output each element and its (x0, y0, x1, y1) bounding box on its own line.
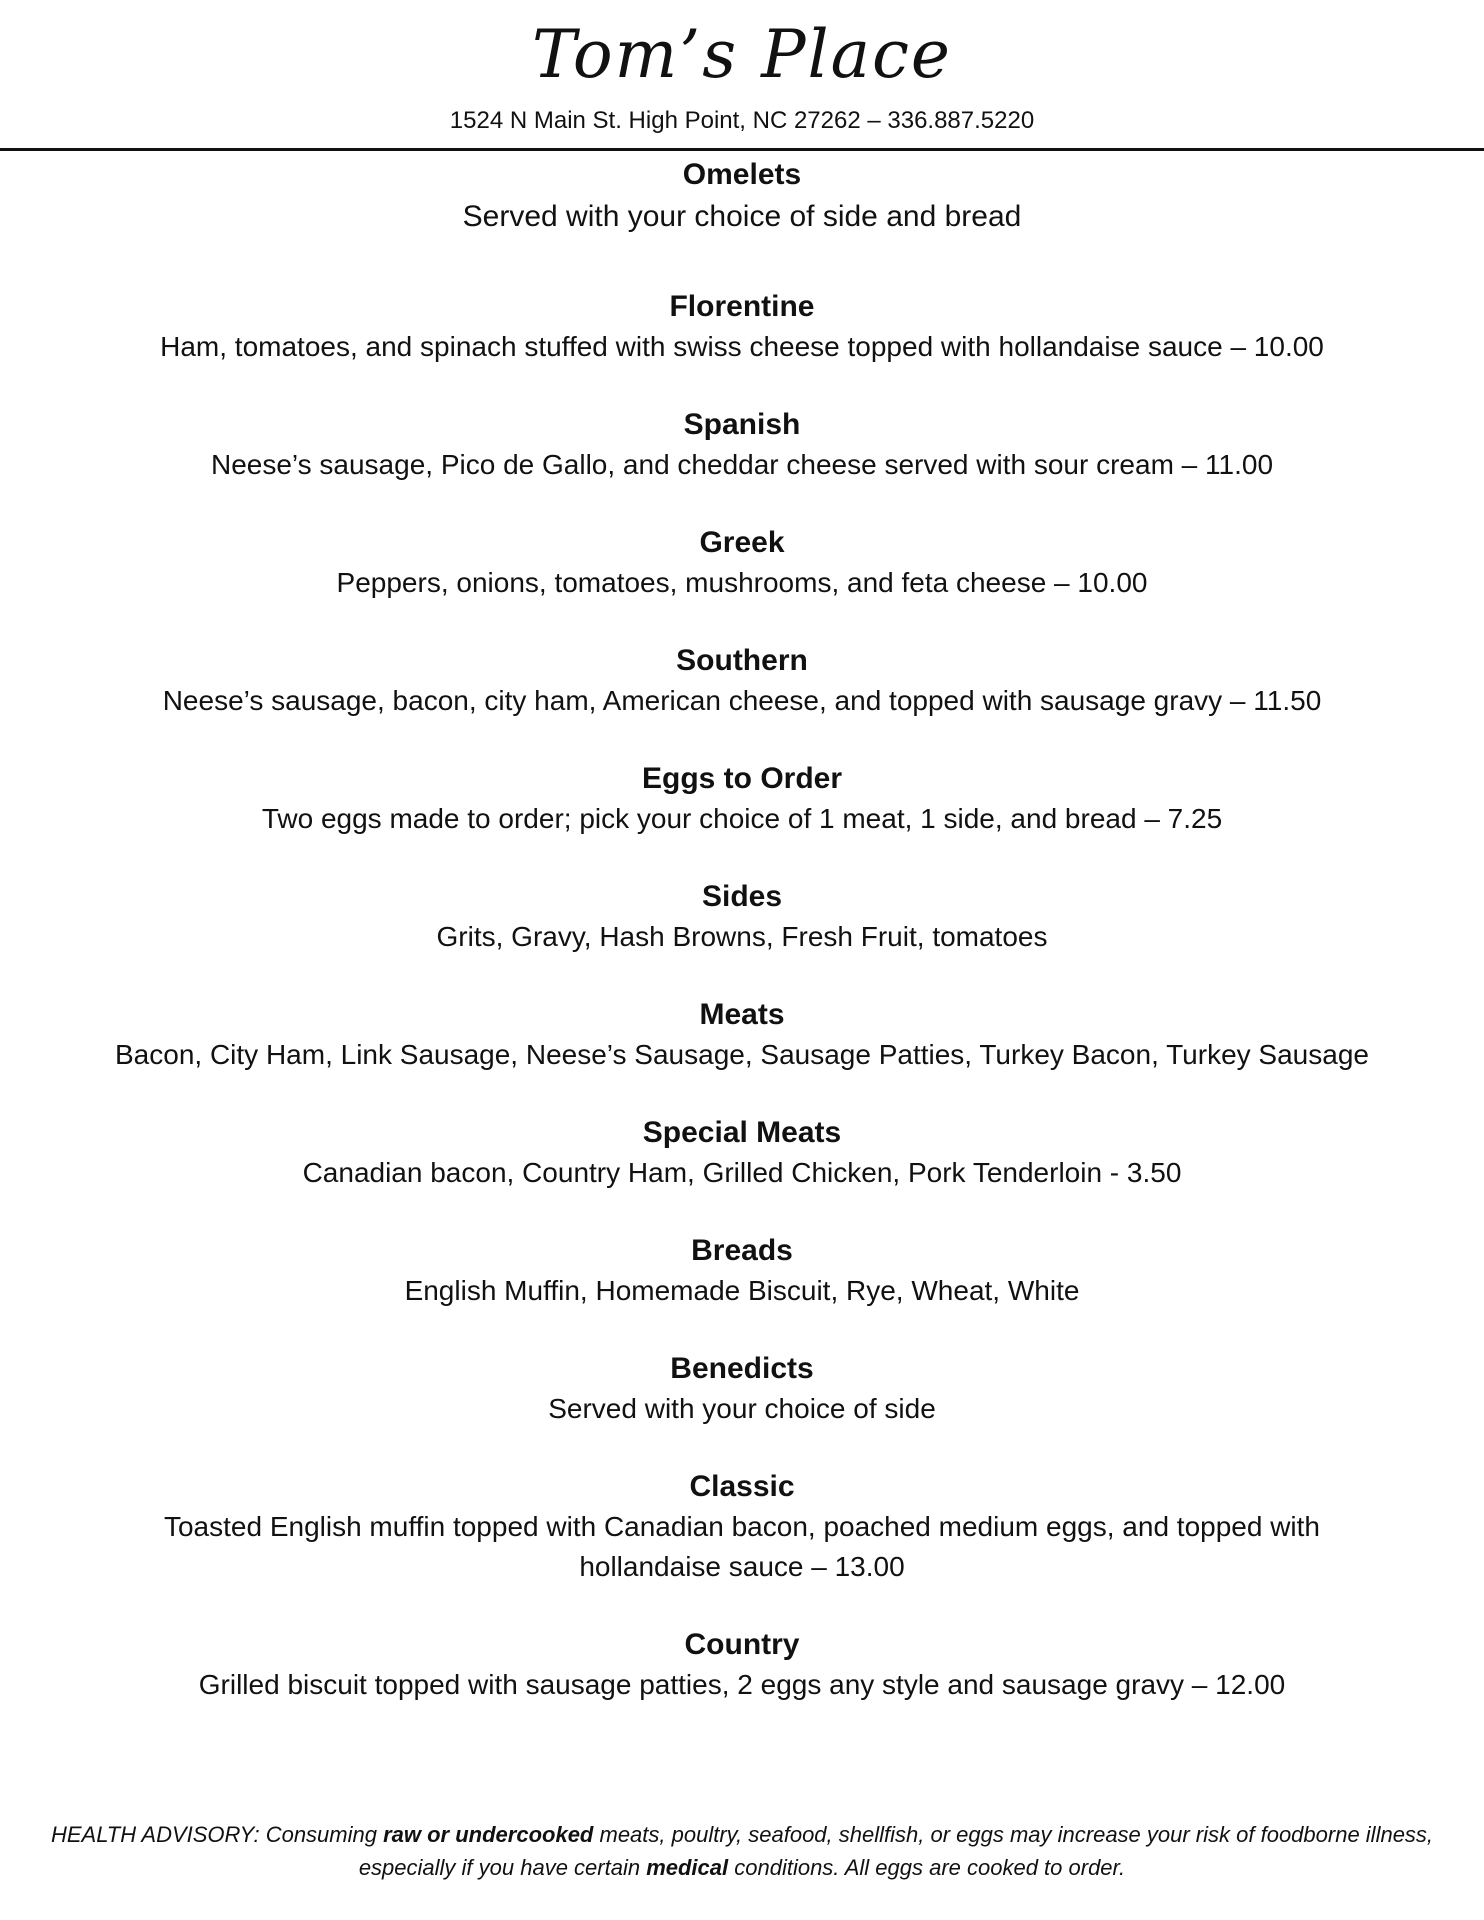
restaurant-address: 1524 N Main St. High Point, NC 27262 – 336.887.5220 (449, 107, 1035, 134)
menu-item-name: Country (684, 1628, 800, 1661)
menu-item (40, 877, 1444, 957)
menu-item-description: Neese’s sausage, bacon, city ham, American cheese, and topped with sausage gravy – 11.50 (162, 685, 1322, 716)
menu-content (0, 157, 1484, 1705)
menu-item-description: Served with your choice of side (548, 1393, 936, 1424)
restaurant-title: Tom’s Place (532, 16, 952, 93)
menu-item-name: Southern (676, 644, 808, 677)
menu-item-name: Meats (699, 998, 785, 1031)
menu-item-name: Greek (699, 526, 785, 559)
menu-item (40, 1467, 1444, 1587)
menu-item-description: Ham, tomatoes, and spinach stuffed with swiss cheese topped with hollandaise sauce – 10.00 (160, 331, 1324, 362)
menu-item (40, 641, 1444, 721)
health-advisory-text: meats, poultry, seafood, shellfish, or eggs may increase your risk of foodborne illness, especially if you have certain (358, 1822, 1434, 1880)
header-divider (0, 148, 1484, 151)
menu-item-description: Peppers, onions, tomatoes, mushrooms, and feta cheese – 10.00 (336, 567, 1148, 598)
menu-item (40, 287, 1444, 367)
menu-header (0, 0, 1484, 136)
health-advisory-text: conditions. All eggs are cooked to order. (728, 1855, 1126, 1880)
menu-item-name: Florentine (669, 290, 815, 323)
health-advisory-text: HEALTH ADVISORY: Consuming (50, 1822, 384, 1847)
health-advisory-emphasis: medical (646, 1855, 729, 1880)
menu-item-description: Grilled biscuit topped with sausage patties, 2 eggs any style and sausage gravy – 12.00 (198, 1669, 1286, 1700)
menu-item-name: Eggs to Order (641, 762, 843, 795)
menu-item (40, 1231, 1444, 1311)
menu-item (40, 405, 1444, 485)
menu-item-name: Special Meats (642, 1116, 842, 1149)
menu-item-name: Benedicts (670, 1352, 814, 1385)
menu-item-description: Two eggs made to order; pick your choice of 1 meat, 1 side, and bread – 7.25 (261, 803, 1223, 834)
health-advisory-emphasis: raw or undercooked (383, 1822, 594, 1847)
menu-item-name: Breads (691, 1234, 793, 1267)
menu-item (40, 995, 1444, 1075)
menu-item (40, 1625, 1444, 1705)
menu-item-description: Neese’s sausage, Pico de Gallo, and cheddar cheese served with sour cream – 11.00 (210, 449, 1274, 480)
menu-item (40, 523, 1444, 603)
health-advisory (0, 1818, 1484, 1884)
menu-item-name: Classic (689, 1470, 795, 1503)
menu-item-description: Grits, Gravy, Hash Browns, Fresh Fruit, tomatoes (436, 921, 1048, 952)
menu-item-name: Spanish (683, 408, 801, 441)
menu-item (40, 1113, 1444, 1193)
menu-item-description: Toasted English muffin topped with Canadian bacon, poached medium eggs, and topped with hollandaise sauce – 13.00 (163, 1511, 1321, 1582)
menu-item (40, 1349, 1444, 1429)
menu-item-description: Bacon, City Ham, Link Sausage, Neese’s Sausage, Sausage Patties, Turkey Bacon, Turkey Sausage (115, 1039, 1369, 1070)
menu-item-description: Canadian bacon, Country Ham, Grilled Chicken, Pork Tenderloin - 3.50 (302, 1157, 1182, 1188)
menu-item-name: Sides (701, 880, 783, 913)
menu-item (40, 759, 1444, 839)
menu-item-description: English Muffin, Homemade Biscuit, Rye, Wheat, White (404, 1275, 1080, 1306)
section-title-omelets: Omelets (682, 158, 802, 191)
section-description-omelets: Served with your choice of side and bread (462, 200, 1022, 233)
